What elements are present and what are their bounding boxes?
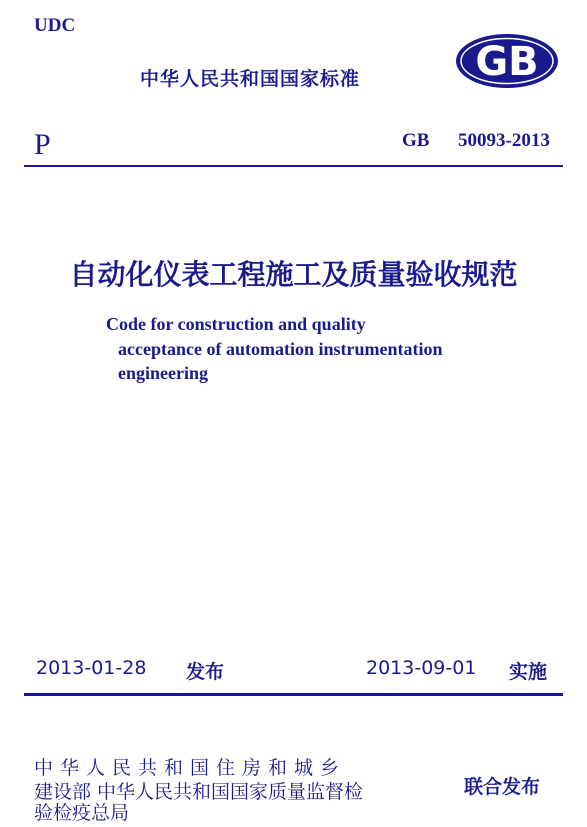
top-divider: [24, 165, 563, 167]
title-english-line-1: Code for construction and quality: [106, 314, 366, 334]
publisher-line-3: 验检疫总局: [34, 802, 130, 824]
udc-label: UDC: [34, 15, 76, 36]
implementation-date: 2013-09-01: [366, 657, 477, 679]
title-english-line-3: engineering: [118, 363, 208, 383]
classification-code: P: [34, 128, 51, 161]
title-chinese: 自动化仪表工程施工及质量验收规范: [69, 258, 518, 291]
issue-label: 发布: [186, 661, 225, 683]
joint-issue-label: 联合发布: [464, 776, 541, 798]
title-english-line-2: acceptance of automation instrumentation: [118, 339, 443, 359]
bottom-divider: [24, 693, 563, 696]
standard-code-prefix: GB: [402, 130, 430, 151]
standard-number: 50093-2013: [458, 130, 550, 151]
standard-type-title: 中华人民共和国国家标准: [140, 68, 361, 90]
gb-logo: [455, 33, 559, 89]
gb-logo-text: GB: [475, 39, 539, 85]
publisher-line-1: 中华人民共和国住房和城乡: [34, 757, 347, 779]
implementation-label: 实施: [509, 661, 548, 683]
issue-date: 2013-01-28: [36, 657, 147, 679]
publisher-line-2: 建设部 中华人民共和国国家质量监督检: [34, 781, 364, 803]
